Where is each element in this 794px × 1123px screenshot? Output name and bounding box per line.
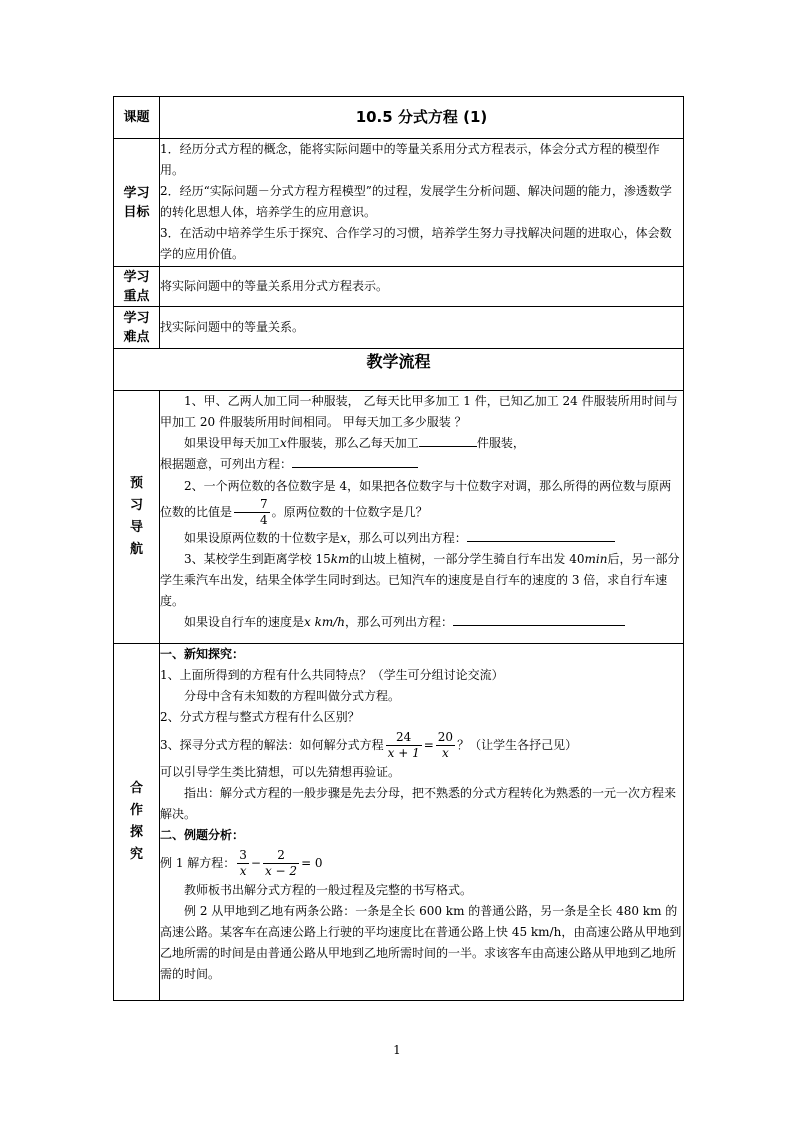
objectives-label: 学习 目标 (114, 139, 160, 267)
answer-blank (292, 455, 418, 468)
fraction-2-over-x-minus-2: $\frac{2}{x - 2}$ (264, 848, 298, 878)
method-note: 指出：解分式方程的一般步骤是先去分母，把不熟悉的分式方程转化为熟悉的一元一次方程来解决。 (160, 786, 677, 821)
preview-problem-1: 1、甲、乙两人加工同一种服装， 乙每天比甲多加工 1 件，已知乙加工 24 件服装所用时间与甲加工 20 件服装所用时间相同。 甲每天加工多少服装 ？ (160, 394, 678, 429)
objectives-row (114, 139, 684, 267)
fraction-20-over-x: $\frac{20}{x}$ (437, 730, 454, 760)
flow-title: 教学流程 (114, 349, 684, 391)
key-point-label: 学习 重点 (114, 267, 160, 307)
preview-problem-3: 3、某校学生到距离学校 15km的山坡上植树，一部分学生骑自行车出发 40min后，另一部分学生乘汽车出发，结果全体学生同时到达。已知汽车的速度是自行车的速度的 3 倍，求自行车速度。 (160, 552, 680, 608)
difficulty-row (114, 307, 684, 349)
preview-line-5: 如果设原两位数的十位数字是x，那么可以列出方程： (160, 528, 683, 549)
preview-line-3: 根据题意，可列出方程： (160, 454, 683, 475)
lesson-title: 10.5 分式方程 (1) (160, 97, 684, 139)
title-label: 课题 (114, 97, 160, 139)
preview-row (114, 391, 684, 644)
difficulty-label: 学习 难点 (114, 307, 160, 349)
answer-blank (419, 434, 477, 447)
answer-blank (453, 613, 625, 626)
preview-label: 预 习 导 航 (114, 391, 160, 644)
flow-title-row (114, 349, 684, 391)
explore-content (160, 644, 684, 1001)
objective-3: 3．在活动中培养学生乐于探究、合作学习的习惯，培养学生努力寻找解决问题的进取心，体会数学的应用价值。 (160, 226, 672, 261)
fraction-7-4: $\frac{7}{4}$ (234, 497, 270, 528)
example-2: 例 2 从甲地到乙地有两条公路：一条是全长 600 km 的普通公路，另一条是全长 480 km 的高速公路。某客车在高速公路上行驶的平均速度比在普通公路上快 45 km/h，由高速公路从甲地到乙地所需的时间是由普通公路从甲地到乙地所需时间的一半。求该客车由高速公路从甲地到乙地所需的时间。 (160, 904, 682, 981)
preview-content (160, 391, 684, 644)
question-3: 3、探寻分式方程的解法：如何解分式方程 $\frac{24}{x + 1}$ = $\frac{20}{x}$ ？（让学生各抒己见） (160, 730, 578, 760)
preview-line-2: 如果设甲每天加工x件服装，那么乙每天加工 件服装， (184, 436, 525, 450)
fraction-3-over-x: $\frac{3}{x}$ (239, 848, 247, 878)
section-heading-examples: 二、例题分析： (160, 828, 245, 842)
objective-2: 2．经历“实际问题－分式方程方程模型”的过程，发展学生分析问题、解决问题的能力，渗透数学的转化思想人体，培养学生的应用意识。 (160, 184, 672, 219)
answer-1: 分母中含有未知数的方程叫做分式方程。 (184, 689, 401, 703)
answer-blank (467, 529, 615, 542)
fraction-24-over-x-plus-1: $\frac{24}{x + 1}$ (387, 730, 420, 760)
example-1-note: 教师板书出解分式方程的一般过程及完整的书写格式。 (184, 883, 473, 897)
question-1: 1、上面所得到的方程有什么共同特点？（学生可分组讨论交流） (160, 668, 504, 682)
guess-note: 可以引导学生类比猜想，可以先猜想再验证。 (160, 765, 401, 779)
title-row (114, 97, 684, 139)
section-heading-new-knowledge: 一、新知探究： (160, 647, 245, 661)
question-2: 2、分式方程与整式方程有什么区别？ (160, 710, 360, 724)
preview-problem-2: 2、一个两位数的各位数字是 4，如果把各位数字与十位数字对调，那么所得的两位数与原两位数的比值是 $\frac{7}{4}$ 。原两位数的十位数字是几？ (160, 479, 672, 527)
lesson-plan-table (113, 96, 684, 1001)
example-1: 例 1 解方程： $\frac{3}{x}$ − $\frac{2}{x - 2}$ = 0 (160, 848, 323, 878)
page-number: 1 (393, 1043, 401, 1057)
objectives-content (160, 139, 684, 267)
explore-label: 合 作 探 究 (114, 644, 160, 1001)
key-point-text: 将实际问题中的等量关系用分式方程表示。 (160, 267, 684, 307)
difficulty-text: 找实际问题中的等量关系。 (160, 307, 684, 349)
key-point-row (114, 267, 684, 307)
preview-line-7: 如果设自行车的速度是x km/h，那么可列出方程： (160, 612, 683, 633)
explore-row (114, 644, 684, 1001)
objective-1: 1．经历分式方程的概念，能将实际问题中的等量关系用分式方程表示，体会分式方程的模型作用。 (160, 142, 660, 177)
